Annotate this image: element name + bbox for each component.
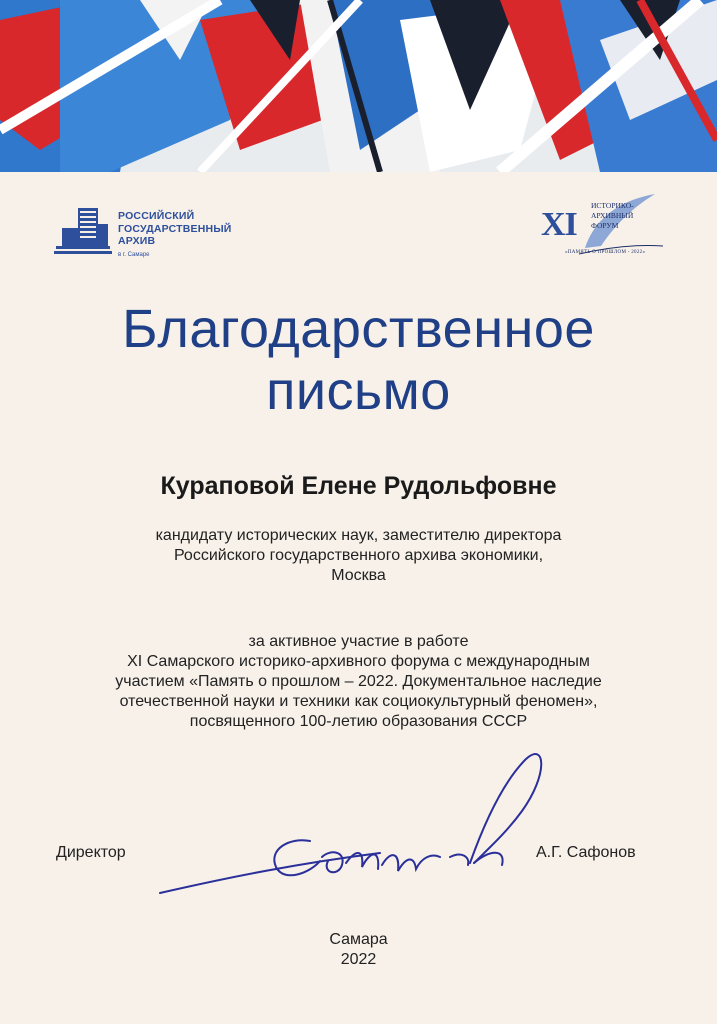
position-line2: Российского государственного архива экономики, xyxy=(173,547,544,564)
page-title xyxy=(0,298,717,422)
gratitude-reason xyxy=(50,632,667,732)
forum-motto: «ПАМЯТЬ О ПРОШЛОМ - 2022» xyxy=(565,250,646,255)
reason-line3: участием «Память о прошлом – 2022. Документальное наследие xyxy=(115,673,602,690)
signatory-name: А.Г. Сафонов xyxy=(536,844,636,861)
archive-logo xyxy=(54,206,254,266)
forum-logo xyxy=(535,188,665,268)
forum-title-line2: АРХИВНЫЙ xyxy=(591,211,634,220)
archive-name-line3: АРХИВ xyxy=(118,235,156,247)
recipient-position xyxy=(90,526,627,586)
year: 2022 xyxy=(340,951,377,968)
archive-subtitle: в г. Самаре xyxy=(118,252,150,258)
handwritten-signature xyxy=(150,745,550,905)
reason-line5: посвященного 100-летию образования СССР xyxy=(189,713,528,730)
archive-building-icon xyxy=(54,206,112,256)
title-line1: Благодарственное xyxy=(122,299,595,359)
position-line3: Москва xyxy=(331,567,386,584)
title-line2: письмо xyxy=(266,361,451,421)
city: Самара xyxy=(329,931,388,948)
forum-title-line1: ИСТОРИКО- xyxy=(591,201,634,210)
reason-line1: за активное участие в работе xyxy=(248,633,469,650)
decorative-banner xyxy=(0,0,717,172)
place-and-year xyxy=(0,930,717,970)
forum-title xyxy=(591,201,634,231)
forum-numeral: XI xyxy=(541,206,577,243)
position-line1: кандидату исторических наук, заместителю директора xyxy=(155,527,562,544)
archive-name xyxy=(118,210,232,248)
forum-title-line3: ФОРУМ xyxy=(591,221,619,230)
reason-line2: XI Самарского историко-архивного форума с международным xyxy=(127,653,590,670)
recipient-name: Кураповой Елене Рудольфовне xyxy=(160,472,557,500)
reason-line4: отечественной науки и техники как социокультурный феномен», xyxy=(119,693,598,710)
signatory-role: Директор xyxy=(56,844,126,861)
archive-name-line1: РОССИЙСКИЙ xyxy=(118,210,195,222)
abstract-art-image xyxy=(0,0,717,172)
archive-name-line2: ГОСУДАРСТВЕННЫЙ xyxy=(118,222,232,235)
